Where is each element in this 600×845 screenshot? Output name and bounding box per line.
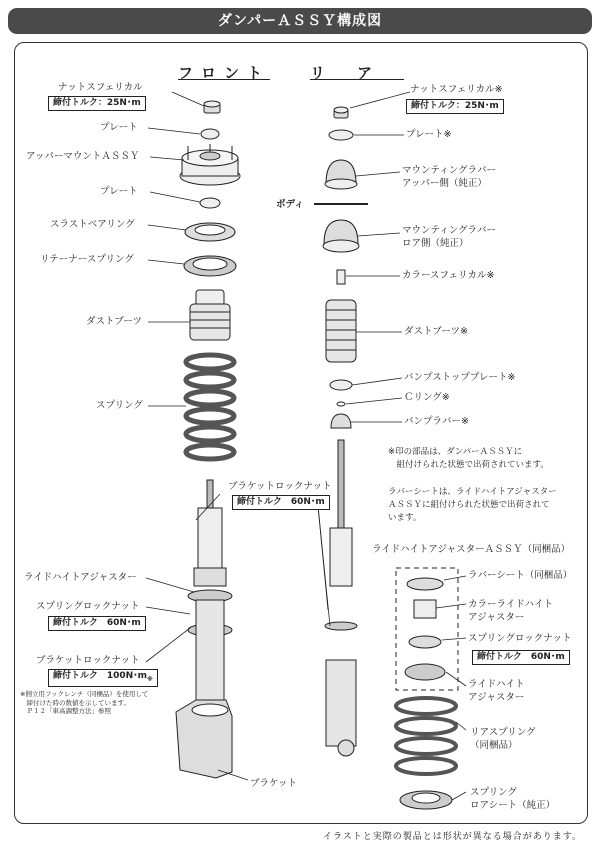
body-label: ボディ — [276, 199, 304, 210]
front-nut-torque: 締付トルク：25N･m — [48, 96, 146, 111]
front-nut-spherical — [204, 101, 220, 113]
rear-mount-upper-label: マウンティングラバー アッパー側（純正） — [402, 165, 497, 189]
rear-spring-locknut-label: スプリングロックナット — [468, 633, 572, 644]
front-ride-height-adjuster-label: ライドハイトアジャスター — [24, 572, 137, 583]
rear-c-ring — [337, 402, 345, 406]
front-bracket-torque: 締付トルク 60N･m — [232, 495, 330, 510]
front-spring-label: スプリング — [96, 400, 143, 411]
rear-bump-stop-plate — [330, 380, 352, 390]
front-upper-mount — [180, 144, 240, 185]
front-spring-locknut-label: スプリングロックナット — [36, 601, 140, 612]
front-retainer-spring-label: リテーナースプリング — [40, 254, 134, 265]
rha-assy-label: ライドハイトアジャスターＡＳＳＹ（同梱品） — [372, 544, 571, 555]
front-damper — [176, 480, 232, 778]
rear-column-heading: リア — [310, 64, 405, 82]
rear-mount-upper — [325, 160, 357, 189]
front-plate-lower — [200, 198, 220, 208]
front-dust-boot-label: ダストブーツ — [86, 316, 143, 327]
front-bracket-locknut-label: ブラケットロックナット — [228, 481, 332, 492]
rear-spring-seat-label: スプリング ロアシート（純正） — [470, 787, 556, 811]
front-dust-boot — [190, 290, 230, 340]
rear-bump-rubber — [331, 414, 351, 428]
rear-bump-stop-plate-label: バンプストッププレート※ — [404, 372, 516, 383]
front-retainer-spring — [184, 256, 236, 276]
rear-rha-parts — [405, 578, 445, 680]
front-plate-top — [201, 129, 219, 139]
collar-rha-label: カラーライドハイト アジャスター — [468, 599, 554, 623]
front-wrench-note: ※側立用フックレンチ（同梱品）を使用して 締付けた時の数値を示しています。 Ｐ１２「車高調整方法」参照 — [20, 690, 149, 715]
rear-mount-lower-label: マウンティングラバー ロア側（純正） — [402, 225, 497, 249]
front-spring-locknut-torque: 締付トルク 60N･m — [48, 616, 146, 631]
rear-nut-torque: 締付トルク：25N･m — [406, 99, 504, 114]
rear-spring — [396, 698, 456, 774]
rear-note-2: ラバーシートは、ライドハイトアジャスター ＡＳＳＹに組付けられた状態で出荷されて います。 — [388, 487, 557, 523]
rear-c-ring-label: Ｃリング※ — [404, 392, 450, 403]
front-bracket-label: ブラケット — [250, 778, 298, 789]
front-spring — [186, 355, 234, 459]
rear-spring-locknut-torque: 締付トルク 60N･m — [472, 650, 570, 665]
rear-plate — [329, 130, 353, 140]
front-plate-top-label: プレート — [100, 122, 138, 133]
page-title: ダンパーＡＳＳＹ構成図 — [8, 8, 592, 34]
front-bracket-locknut2-torque: 締付トルク 100N･$m_※$ — [48, 669, 158, 687]
rear-nut-spherical-label: ナットスフェリカル※ — [410, 84, 503, 95]
front-upper-mount-label: アッパーマウントＡＳＳＹ — [26, 151, 140, 162]
rear-mount-lower — [323, 220, 359, 252]
rear-ride-height-adjuster-label: ライドハイト アジャスター — [468, 679, 525, 703]
rear-nut-spherical — [334, 107, 348, 118]
rear-collar-spherical — [337, 270, 345, 284]
rear-collar-spherical-label: カラースフェリカル※ — [402, 270, 495, 281]
rear-spring-label: リアスプリング （同梱品） — [470, 727, 536, 751]
front-thrust-bearing — [185, 223, 235, 241]
rear-plate-label: プレート※ — [406, 129, 452, 140]
rear-note-1: ※印の部品は、ダンパーＡＳＳＹに 組付けられた状態で出荷されています。 — [388, 447, 549, 470]
rear-dust-boot-label: ダストブーツ※ — [404, 326, 469, 337]
front-bracket-locknut2-label: ブラケットロックナット — [36, 655, 140, 666]
front-thrust-bearing-label: スラストベアリング — [50, 219, 135, 230]
front-plate-lower-label: プレート — [100, 186, 138, 197]
front-column-heading: フロント — [178, 64, 271, 82]
rubber-seat-label: ラバーシート（同梱品） — [468, 570, 573, 581]
rear-spring-seat — [400, 791, 452, 809]
front-nut-spherical-label: ナットスフェリカル — [58, 82, 143, 93]
footer-note: イラストと実際の製品とは形状が異なる場合があります。 — [322, 832, 582, 842]
rear-bump-rubber-label: バンプラバー※ — [404, 416, 469, 427]
rear-dust-boot — [326, 300, 356, 362]
